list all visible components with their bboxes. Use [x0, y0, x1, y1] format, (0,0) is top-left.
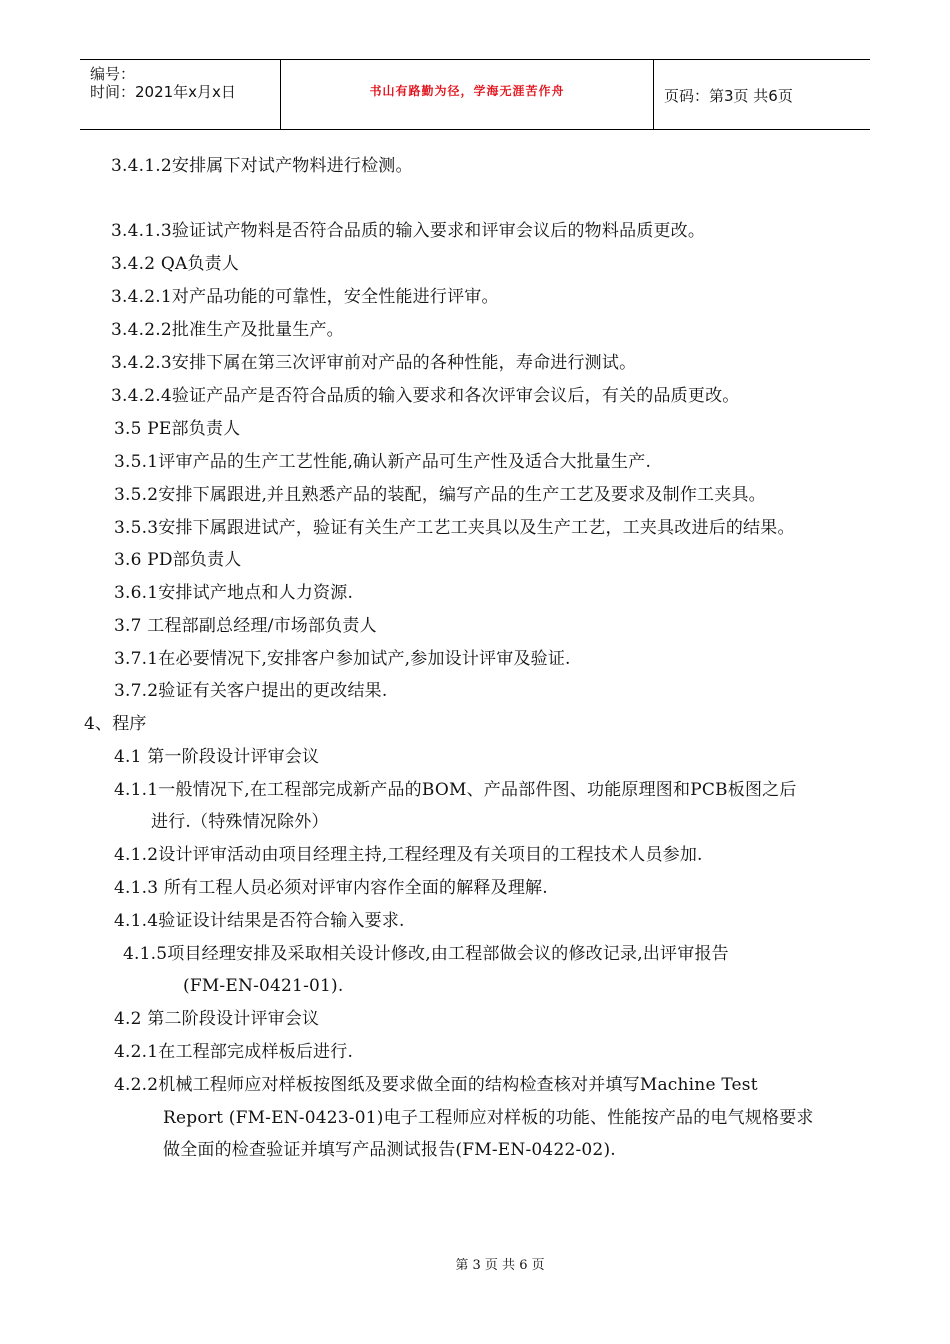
text-line: 3.4.1.2安排属下对试产物料进行检测。: [111, 156, 413, 176]
text-line: 4.1.4验证设计结果是否符合输入要求.: [114, 911, 405, 931]
document-header: [80, 59, 870, 130]
text-line: 4.1.2设计评审活动由项目经理主持,工程经理及有关项目的工程技术人员参加.: [114, 845, 703, 865]
text-line: 3.6 PD部负责人: [114, 550, 242, 570]
text-line: 3.6.1安排试产地点和人力资源.: [114, 583, 354, 603]
footer-page-number: 第 3 页 共 6 页: [455, 1258, 545, 1273]
text-line: 4.1 第一阶段设计评审会议: [114, 747, 320, 767]
text-line: 进行.（特殊情况除外）: [151, 812, 329, 832]
header-page-cell: [654, 60, 870, 129]
text-line: 3.7 工程部副总经理/市场部负责人: [114, 616, 377, 636]
header-page-info: 页码：第3页 共6页: [664, 87, 793, 105]
header-motto: 书山有路勤为径，学海无涯苦作舟: [369, 84, 565, 98]
text-line: 4.1.1一般情况下,在工程部完成新产品的BOM、产品部件图、功能原理图和PCB板图之后: [114, 780, 797, 800]
header-motto-cell: [281, 60, 654, 129]
text-line: 做全面的检查验证并填写产品测试报告(FM-EN-0422-02).: [163, 1140, 616, 1160]
text-line: Report (FM-EN-0423-01)电子工程师应对样板的功能、性能按产品的电气规格要求: [163, 1108, 814, 1128]
page-footer: [0, 1254, 950, 1273]
header-meta-cell: [80, 60, 281, 129]
document-date-label: 时间：2021年x月x日: [90, 83, 236, 101]
text-line: 3.4.2.3安排下属在第三次评审前对产品的各种性能，寿命进行测试。: [111, 353, 637, 373]
text-line: 3.7.2验证有关客户提出的更改结果.: [114, 681, 388, 701]
text-line: 3.4.2.4验证产品产是否符合品质的输入要求和各次评审会议后，有关的品质更改。: [111, 386, 740, 406]
text-line: 3.5 PE部负责人: [114, 419, 241, 439]
document-number-label: 编号：: [90, 65, 136, 83]
text-line: 4.1.5项目经理安排及采取相关设计修改,由工程部做会议的修改记录,出评审报告: [123, 944, 729, 964]
text-line: 3.4.2.2批准生产及批量生产。: [111, 320, 344, 340]
text-line: 3.7.1在必要情况下,安排客户参加试产,参加设计评审及验证.: [114, 649, 571, 669]
text-line: 4.2 第二阶段设计评审会议: [114, 1009, 320, 1029]
text-line: 3.5.2安排下属跟进,并且熟悉产品的装配，编写产品的生产工艺及要求及制作工夹具。: [114, 485, 766, 505]
section-heading: 4、程序: [84, 714, 147, 734]
text-line: (FM-EN-0421-01).: [183, 976, 344, 996]
text-line: 3.5.1评审产品的生产工艺性能,确认新产品可生产性及适合大批量生产.: [114, 452, 652, 472]
text-line: 4.1.3 所有工程人员必须对评审内容作全面的解释及理解.: [114, 878, 548, 898]
text-line: 3.4.2.1对产品功能的可靠性，安全性能进行评审。: [111, 287, 499, 307]
text-line: 4.2.2机械工程师应对样板按图纸及要求做全面的结构检查核对并填写Machine Test: [114, 1075, 758, 1095]
text-line: 3.4.1.3验证试产物料是否符合品质的输入要求和评审会议后的物料品质更改。: [111, 221, 706, 241]
text-line: 3.4.2 QA负责人: [111, 254, 240, 274]
text-line: 4.2.1在工程部完成样板后进行.: [114, 1042, 354, 1062]
text-line: 3.5.3安排下属跟进试产，验证有关生产工艺工夹具以及生产工艺，工夹具改进后的结果。: [114, 518, 795, 538]
